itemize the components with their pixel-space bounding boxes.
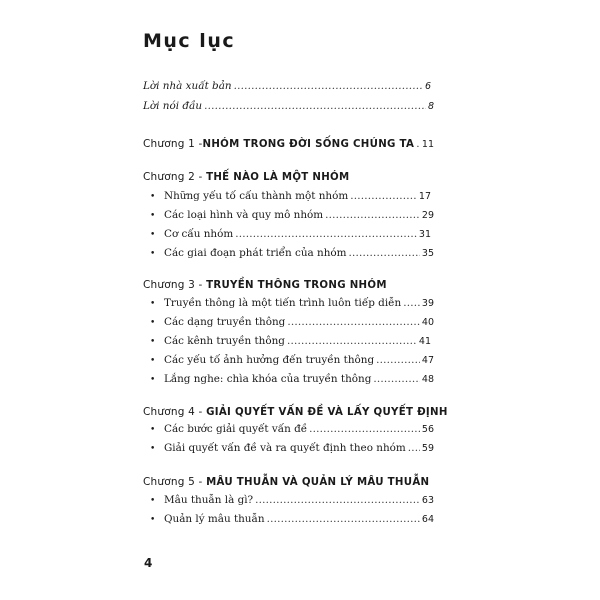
dot-leader [408,442,420,454]
toc-chapter-4[interactable] [143,400,448,419]
dot-leader [350,190,417,202]
toc-item[interactable] [150,316,434,328]
toc-entry-page: 63 [421,495,434,506]
toc-item[interactable] [150,494,434,506]
bullet-icon: • [150,318,156,328]
dot-leader [235,228,417,240]
dot-leader [234,80,423,92]
toc-item[interactable] [150,423,434,435]
chapter-title: MÂU THUẪN VÀ QUẢN LÝ MÂU THUẪN [206,477,430,488]
toc-entry-page: 8 [427,101,434,112]
dot-leader [416,138,420,150]
bullet-icon: • [150,192,156,202]
toc-entry-page: 17 [418,191,431,202]
toc-entry-label: Truyền thông là một tiến trình luôn tiếp diễn [164,297,402,309]
toc-entry-label: Các dạng truyền thông [164,316,286,328]
bullet-icon: • [150,496,156,506]
toc-entry-label: Lời nói đầu [143,100,203,112]
toc-entry-label: Các kênh truyền thông [164,335,285,347]
chapter-title: NHÓM TRONG ĐỜI SỐNG CHÚNG TA [202,139,415,150]
toc-entry-label: Mâu thuẫn là gì? [164,494,254,506]
toc-entry-label: Lắng nghe: chìa khóa của truyền thông [164,373,372,385]
toc-entry-page: 59 [421,443,434,454]
toc-entry-label: Giải quyết vấn đề và ra quyết định theo nhóm [164,442,406,454]
toc-item[interactable] [150,442,434,454]
toc-chapter-3[interactable] [143,273,387,292]
chapter-prefix: Chương 5 - [143,476,207,488]
dot-leader [287,335,417,347]
toc-entry-label: Những yếu tố cấu thành một nhóm [164,190,349,202]
toc-item[interactable] [150,513,434,525]
dot-leader [267,513,420,525]
bullet-icon: • [150,375,156,385]
toc-entry-page: 29 [421,210,434,221]
toc-entry-page: 40 [421,317,434,328]
toc-item[interactable] [150,335,431,347]
dot-leader [255,494,420,506]
toc-entry-page: 56 [421,424,434,435]
toc-item[interactable] [150,209,434,221]
bullet-icon: • [150,230,156,240]
toc-entry-page: 11 [421,139,434,150]
toc-entry-page: 48 [421,374,434,385]
dot-leader [309,423,420,435]
toc-entry-label: Các loại hình và quy mô nhóm [164,209,324,221]
toc-item[interactable] [150,373,434,385]
bullet-icon: • [150,299,156,309]
toc-chapter-5[interactable] [143,470,429,489]
toc-item[interactable] [150,354,434,366]
chapter-title: THẾ NÀO LÀ MỘT NHÓM [206,172,350,183]
chapter-prefix: Chương 2 - [143,171,207,183]
dot-leader [349,247,420,259]
page-number: 4 [144,556,153,570]
dot-leader [373,373,420,385]
bullet-icon: • [150,444,156,454]
toc-item[interactable] [150,190,431,202]
toc-entry-page: 39 [421,298,434,309]
toc-entry-front-2[interactable] [143,100,434,112]
toc-entry-label: Lời nhà xuất bản [143,80,232,92]
bullet-icon: • [150,515,156,525]
chapter-prefix: Chương 3 - [143,279,207,291]
toc-item[interactable] [150,297,434,309]
bullet-icon: • [150,425,156,435]
toc-entry-label: Các yếu tố ảnh hưởng đến truyền thông [164,354,375,366]
toc-entry-label: Quản lý mâu thuẫn [164,513,265,525]
toc-item[interactable] [150,247,434,259]
dot-leader [204,100,426,112]
dot-leader [376,354,420,366]
dot-leader [403,297,420,309]
toc-entry-page: 6 [424,81,431,92]
toc-chapter-1[interactable] [143,138,434,150]
chapter-prefix: Chương 1 - [143,138,203,150]
dot-leader [287,316,420,328]
bullet-icon: • [150,337,156,347]
toc-entry-label: Các giai đoạn phát triển của nhóm [164,247,347,259]
dot-leader [325,209,420,221]
toc-item[interactable] [150,228,431,240]
page-title: Mục lục [143,30,236,52]
toc-entry-page: 41 [418,336,431,347]
toc-entry-label: Các bước giải quyết vấn đề [164,423,308,435]
toc-entry-page: 31 [418,229,431,240]
toc-entry-label: Cơ cấu nhóm [164,228,234,240]
chapter-prefix: Chương 4 - [143,406,207,418]
toc-entry-page: 47 [421,355,434,366]
bullet-icon: • [150,211,156,221]
toc-chapter-2[interactable] [143,165,349,184]
bullet-icon: • [150,249,156,259]
chapter-title: TRUYỀN THÔNG TRONG NHÓM [206,280,387,291]
chapter-title: GIẢI QUYẾT VẤN ĐỀ VÀ LẤY QUYẾT ĐỊNH [206,407,448,418]
toc-entry-page: 64 [421,514,434,525]
bullet-icon: • [150,356,156,366]
toc-entry-front-1[interactable] [143,80,431,92]
toc-entry-page: 35 [421,248,434,259]
